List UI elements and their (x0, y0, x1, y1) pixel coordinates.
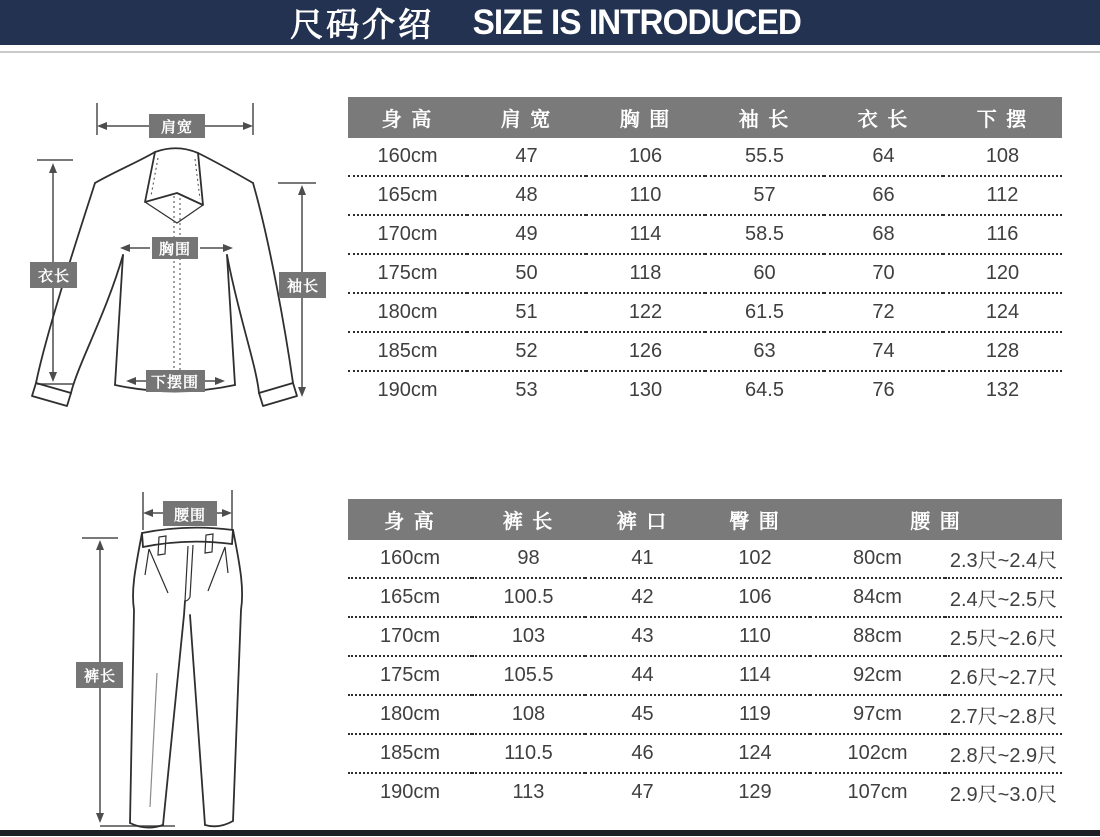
garment-length-label (30, 262, 77, 288)
table-cell: 100.5 (472, 578, 585, 617)
table-cell: 106 (700, 578, 810, 617)
table-cell: 107cm (847, 781, 908, 803)
pants-outline (130, 528, 242, 828)
table-cell: 132 (985, 379, 1020, 401)
table-cell: 64.5 (745, 379, 784, 401)
table-row (348, 578, 1062, 617)
table-cell: 50 (467, 254, 586, 293)
pants-length-label (76, 662, 123, 688)
table-cell: 119 (700, 695, 810, 734)
pants-table-header (348, 499, 1062, 540)
table-cell: 48 (467, 176, 586, 215)
table-cell: 97cm (810, 695, 945, 734)
pants-measure-diagram (55, 485, 295, 835)
table-cell: 58.5 (705, 215, 824, 254)
table-cell: 122 (586, 293, 705, 332)
table-cell: 2.8尺~2.9尺 (945, 734, 1062, 773)
table-cell: 84cm (810, 578, 945, 617)
col-height: 身 高 (348, 499, 472, 540)
table-row (348, 617, 1062, 656)
table-cell: 42 (585, 578, 700, 617)
shirt-size-table (348, 97, 1062, 409)
table-row (348, 656, 1062, 695)
table-cell: 116 (943, 215, 1062, 254)
col-waist: 腰 围 (810, 499, 1062, 540)
table-cell: 180cm (348, 293, 467, 332)
table-cell: 165cm (348, 578, 472, 617)
page-title-banner (0, 0, 1100, 45)
table-cell: 160cm (348, 138, 467, 176)
table-row (348, 254, 1062, 293)
col-shoulder: 肩 宽 (467, 97, 586, 138)
svg-text:袖长: 袖长 (286, 278, 320, 295)
table-cell: 88cm (810, 617, 945, 656)
table-cell: 110.5 (472, 734, 585, 773)
table-cell: 124 (943, 293, 1062, 332)
table-row (348, 540, 1062, 578)
table-row (348, 734, 1062, 773)
table-cell: 76 (872, 379, 895, 401)
col-hem: 下 摆 (943, 97, 1062, 138)
table-cell: 68 (824, 215, 943, 254)
table-cell: 45 (585, 695, 700, 734)
page-title-zh: 尺码介绍 (290, 6, 435, 43)
table-cell: 61.5 (705, 293, 824, 332)
shoulder-width-label (149, 114, 205, 138)
page-title-en: SIZE IS INTRODUCED (472, 2, 802, 42)
table-cell: 43 (585, 617, 700, 656)
table-row (348, 371, 1062, 409)
table-cell: 129 (738, 781, 772, 803)
table-cell: 49 (467, 215, 586, 254)
table-cell: 112 (943, 176, 1062, 215)
svg-text:下摆围: 下摆围 (150, 374, 200, 391)
table-cell: 51 (467, 293, 586, 332)
table-cell: 55.5 (705, 138, 824, 176)
waist-width-label (163, 501, 217, 526)
table-cell: 180cm (348, 695, 472, 734)
table-cell: 110 (700, 617, 810, 656)
table-cell: 106 (586, 138, 705, 176)
table-cell: 52 (467, 332, 586, 371)
table-cell: 57 (705, 176, 824, 215)
col-sleeve: 袖 长 (705, 97, 824, 138)
table-cell: 114 (700, 656, 810, 695)
table-cell: 64 (824, 138, 943, 176)
table-cell: 2.4尺~2.5尺 (945, 578, 1062, 617)
table-cell: 108 (943, 138, 1062, 176)
table-cell: 124 (700, 734, 810, 773)
table-row (348, 176, 1062, 215)
table-cell: 105.5 (472, 656, 585, 695)
table-cell: 102cm (810, 734, 945, 773)
shirt-measure-diagram (16, 92, 338, 422)
table-cell: 120 (943, 254, 1062, 293)
table-cell: 2.3尺~2.4尺 (945, 540, 1062, 578)
svg-text:裤长: 裤长 (83, 668, 117, 685)
table-cell: 44 (585, 656, 700, 695)
table-cell: 72 (824, 293, 943, 332)
table-cell: 103 (472, 617, 585, 656)
table-cell: 63 (705, 332, 824, 371)
table-cell: 92cm (810, 656, 945, 695)
col-height: 身 高 (348, 97, 467, 138)
table-row (348, 332, 1062, 371)
col-hip: 臀 围 (700, 499, 810, 540)
table-cell: 74 (824, 332, 943, 371)
table-cell: 98 (472, 540, 585, 578)
col-chest: 胸 围 (586, 97, 705, 138)
table-row (348, 215, 1062, 254)
svg-text:肩宽: 肩宽 (160, 119, 194, 136)
table-row (348, 695, 1062, 734)
table-cell: 47 (631, 781, 654, 803)
table-cell: 114 (586, 215, 705, 254)
table-cell: 190cm (377, 379, 438, 401)
svg-text:腰围: 腰围 (173, 507, 207, 524)
shirt-table-header (348, 97, 1062, 138)
header-divider (0, 51, 1100, 53)
table-cell: 175cm (348, 254, 467, 293)
svg-text:胸围: 胸围 (158, 241, 192, 258)
table-cell: 130 (628, 379, 663, 401)
table-cell: 113 (512, 781, 545, 803)
svg-text:衣长: 衣长 (37, 268, 71, 285)
table-cell: 46 (585, 734, 700, 773)
pants-size-table (348, 499, 1062, 811)
table-cell: 170cm (348, 215, 467, 254)
table-cell: 170cm (348, 617, 472, 656)
table-cell: 185cm (348, 332, 467, 371)
table-cell: 190cm (379, 781, 441, 803)
table-cell: 118 (586, 254, 705, 293)
chest-width-label (152, 237, 198, 259)
table-cell: 2.7尺~2.8尺 (945, 695, 1062, 734)
table-cell: 2.6尺~2.7尺 (945, 656, 1062, 695)
table-cell: 2.5尺~2.6尺 (945, 617, 1062, 656)
sleeve-length-label (279, 272, 326, 298)
table-cell: 126 (586, 332, 705, 371)
table-cell: 110 (586, 176, 705, 215)
table-cell: 70 (824, 254, 943, 293)
table-row (348, 773, 1062, 811)
table-cell: 102 (700, 540, 810, 578)
col-length: 衣 长 (824, 97, 943, 138)
table-row (348, 293, 1062, 332)
table-cell: 47 (467, 138, 586, 176)
table-cell: 185cm (348, 734, 472, 773)
table-cell: 128 (943, 332, 1062, 371)
table-cell: 53 (515, 379, 538, 401)
col-leg-opening: 裤 口 (585, 499, 700, 540)
table-cell: 60 (705, 254, 824, 293)
table-cell: 165cm (348, 176, 467, 215)
table-cell: 66 (824, 176, 943, 215)
table-cell: 108 (472, 695, 585, 734)
col-pants-length: 裤 长 (472, 499, 585, 540)
table-cell: 41 (585, 540, 700, 578)
table-cell: 175cm (348, 656, 472, 695)
table-cell: 160cm (348, 540, 472, 578)
table-row (348, 138, 1062, 176)
table-cell: 2.9尺~3.0尺 (949, 784, 1058, 806)
bottom-bar (0, 830, 1100, 836)
table-cell: 80cm (810, 540, 945, 578)
